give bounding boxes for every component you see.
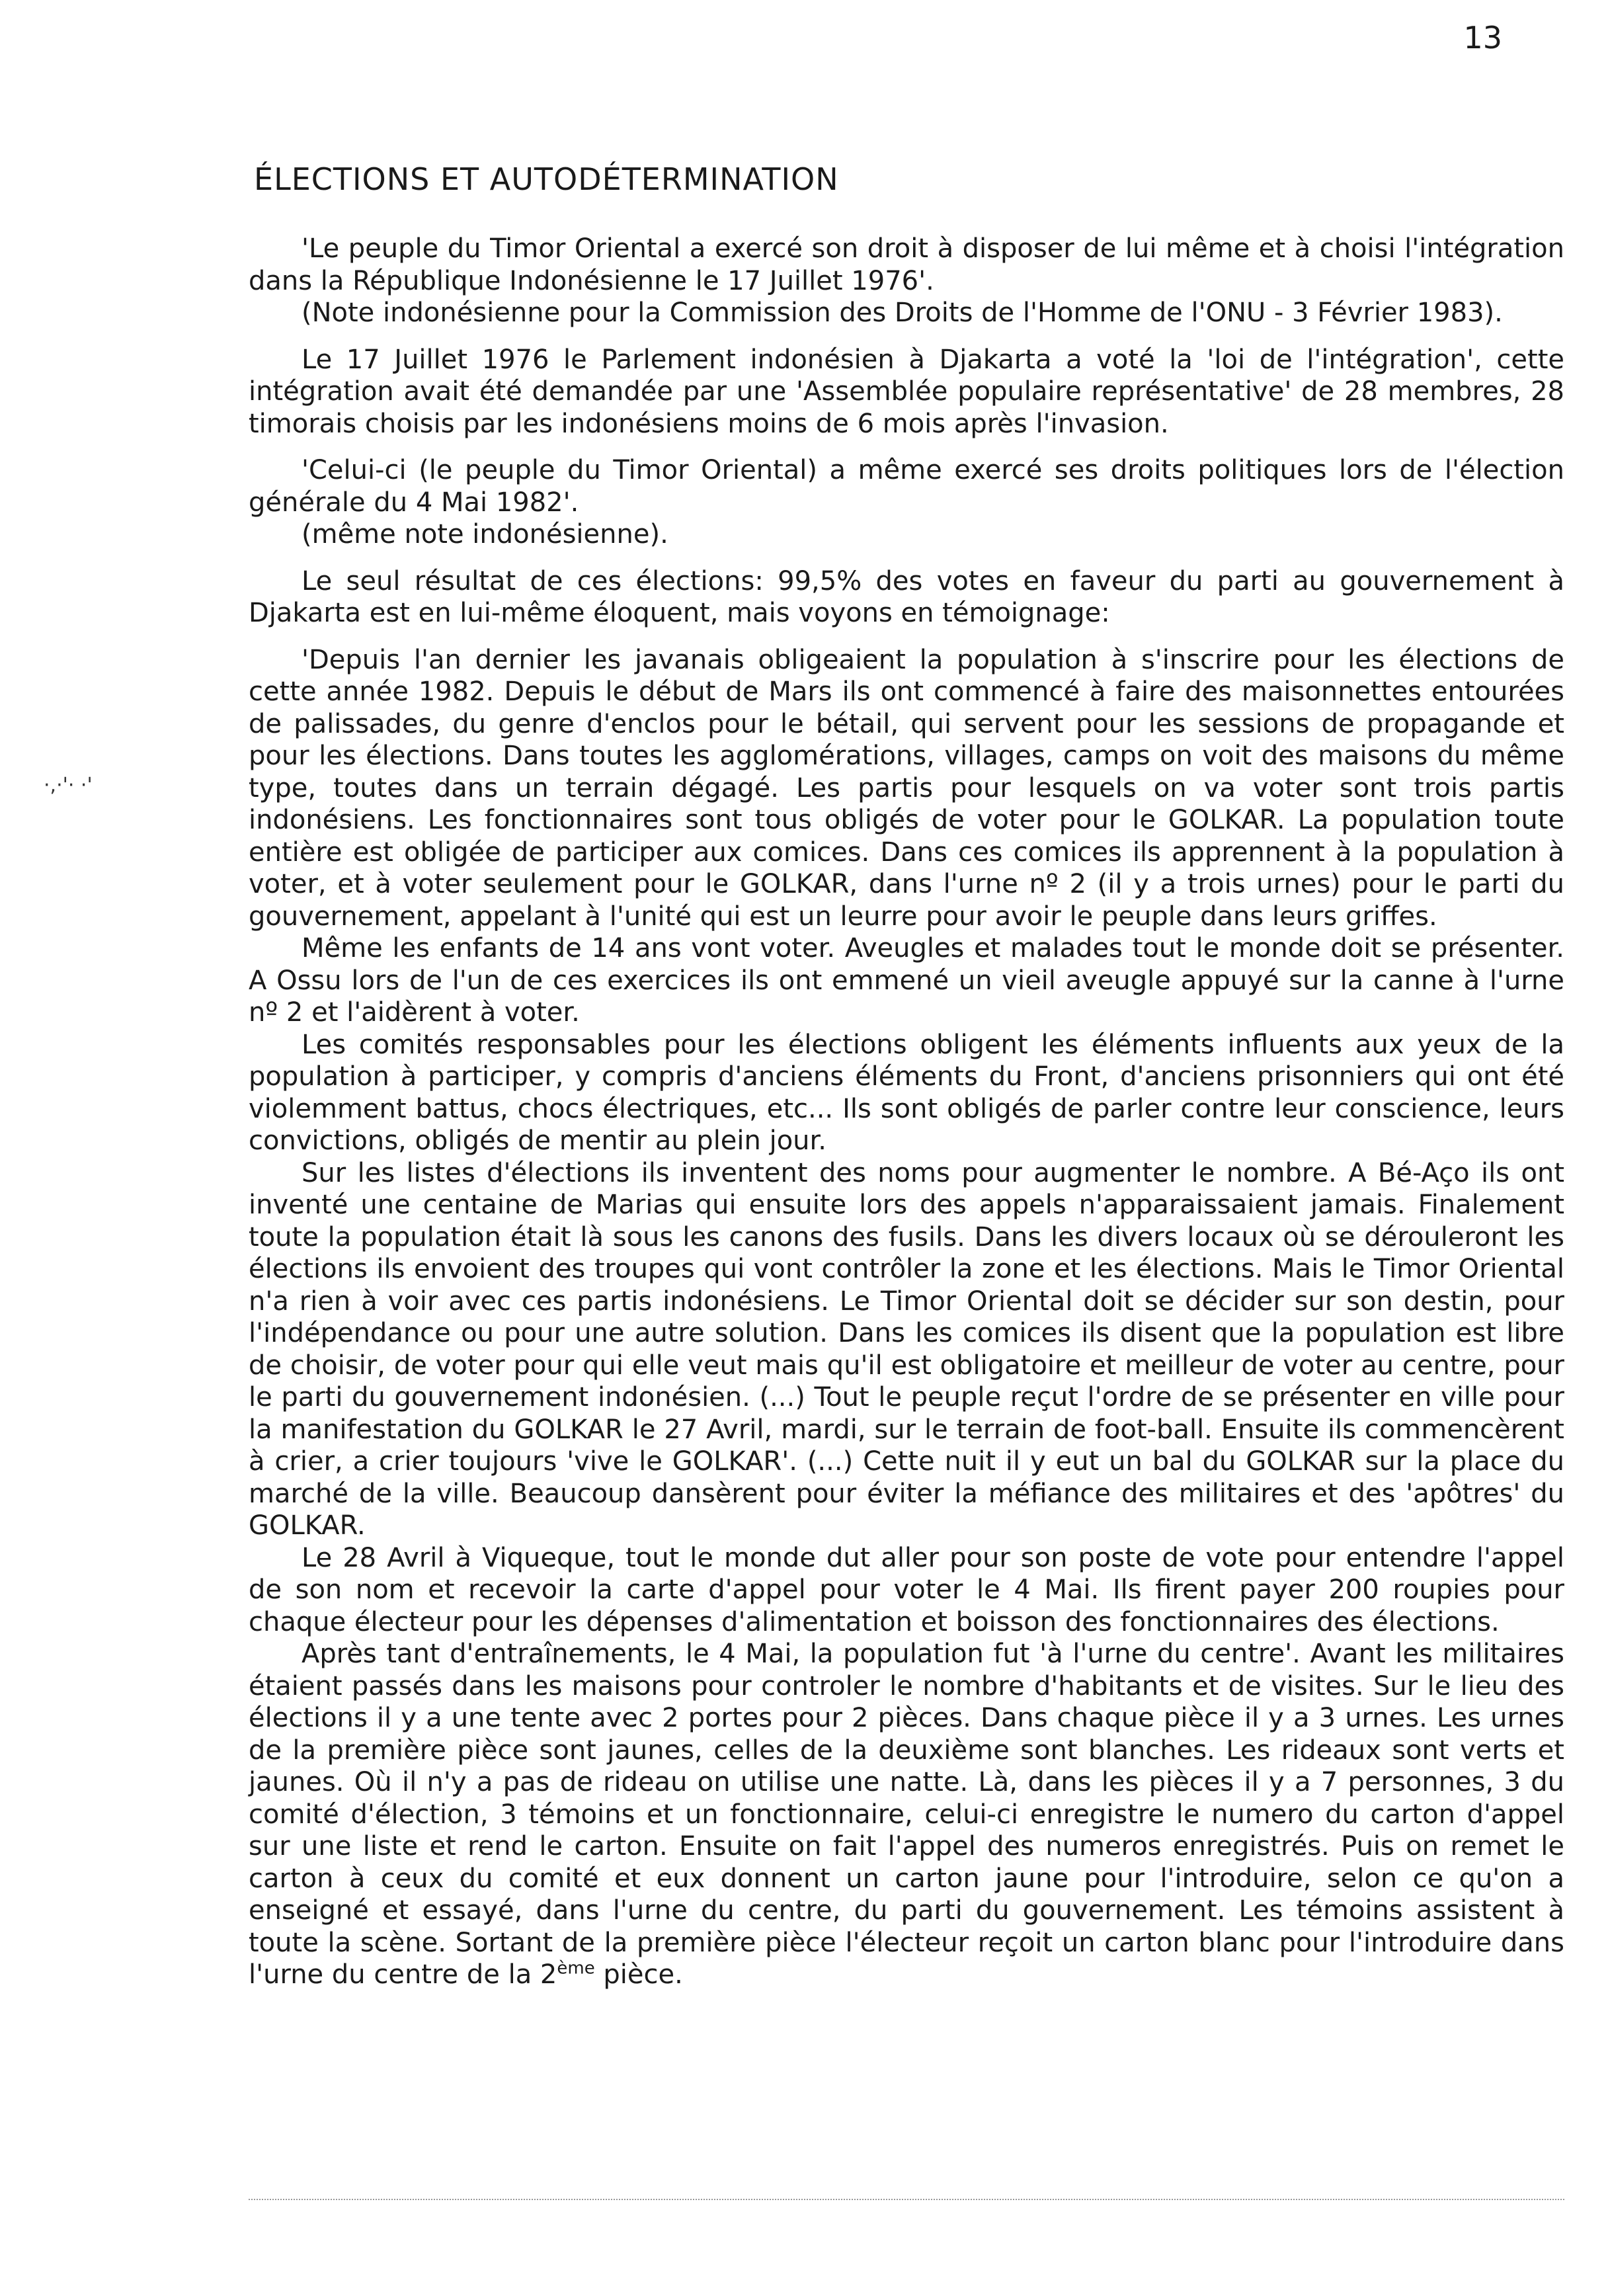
superscript: ème	[557, 1958, 595, 1979]
paragraph-text: Le 28 Avril à Viqueque, tout le monde dut aller pour son poste de vote pour entendre l'appel de son nom et recevoir la carte d'appel pour voter le 4 Mai. Ils firent payer 200 roupies pour chaque électeur pour les dépenses d'alimentation et boisson des fonctionnaires des élections.	[249, 1542, 1564, 1637]
paragraph	[249, 454, 1564, 518]
document-body	[249, 233, 1564, 1991]
paragraph	[249, 297, 1564, 329]
paragraph	[249, 932, 1564, 1029]
paragraph-text: Les comités responsables pour les élections obligent les éléments influents aux yeux de la population à participer, y compris d'anciens éléments du Front, d'anciens prisonniers qui ont été violemment battus, chocs électriques, etc... Ils sont obligés de parler contre leur conscience, leurs convictions, obligés de mentir au plein jour.	[249, 1029, 1564, 1156]
paragraph	[249, 1542, 1564, 1639]
paragraph-text: (même note indonésienne).	[302, 519, 668, 550]
paragraph	[249, 233, 1564, 297]
page-title: ÉLECTIONS ET AUTODÉTERMINATION	[254, 161, 839, 197]
paragraph-text: 'Le peuple du Timor Oriental a exercé son droit à disposer de lui même et à choisi l'intégration dans la République Indonésienne le 17 Juillet 1976'.	[249, 233, 1564, 296]
paragraph	[249, 1029, 1564, 1157]
bottom-dotted-rule	[249, 2199, 1564, 2200]
paragraph-text: 'Depuis l'an dernier les javanais obligeaient la population à s'inscrire pour les élections de cette année 1982. Depuis le début de Mars ils ont commencé à faire des maisonnettes entourées de palissades, du genre d'enclos pour le bétail, qui servent pour les sessions de propagande et pour les élections. Dans toutes les agglomérations, villages, camps on voit des maisons du même type, toutes dans un terrain dégagé. Les partis pour lesquels on va voter sont trois partis indonésiens. Les fonctionnaires sont tous obligés de voter pour le GOLKAR. La population toute entière est obligée de participer aux comices. Dans ces comices ils apprennent à la population à voter, et à voter seulement pour le GOLKAR, dans l'urne nº 2 (il y a trois urnes) pour le parti du gouvernement, appelant à l'unité qui est un leurre pour avoir le peuple dans leurs griffes.	[249, 644, 1564, 932]
paragraph	[249, 644, 1564, 933]
paragraph	[249, 518, 1564, 551]
margin-annotation: ·,·'· ·'	[44, 774, 93, 797]
paragraph-text: Le 17 Juillet 1976 le Parlement indonésien à Djakarta a voté la 'loi de l'intégration', cette intégration avait été demandée par une 'Assemblée populaire représentative' de 28 membres, 28 timorais choisis par les indonésiens moins de 6 mois après l'invasion.	[249, 344, 1564, 439]
paragraph-text: Après tant d'entraînements, le 4 Mai, la population fut 'à l'urne du centre'. Avant les militaires étaient passés dans les maisons pour controler le nombre d'habitants et de visites. Sur le lieu des élections il y a une tente avec 2 portes pour 2 pièces. Dans chaque pièce il y a 3 urnes. Les urnes de la première pièce sont jaunes, celles de la deuxième sont blanches. Les rideaux sont verts et jaunes. Où il n'y a pas de rideau on utilise une natte. Là, dans les pièces il y a 7 personnes, 3 du comité d'élection, 3 témoins et un fonctionnaire, celui-ci enregistre le numero du carton d'appel sur une liste et rend le carton. Ensuite on fait l'appel des numeros enregistrés. Puis on remet le carton à ceux du comité et eux donnent un carton jaune pour l'introduire, selon ce qu'on a enseigné et essayé, dans l'urne du centre, du parti du gouvernement. Les témoins assistent à toute la scène. Sortant de la première pièce l'électeur reçoit un carton blanc pour l'introduire dans l'urne du centre de la 2	[249, 1639, 1564, 1990]
paragraph	[249, 1638, 1564, 1991]
paragraph-tail: pièce.	[594, 1959, 683, 1990]
paragraph	[249, 1157, 1564, 1542]
paragraph	[249, 344, 1564, 440]
paragraph	[249, 565, 1564, 630]
paragraph-text: Même les enfants de 14 ans vont voter. Aveugles et malades tout le monde doit se présenter. A Ossu lors de l'un de ces exercices ils ont emmené un vieil aveugle appuyé sur la canne à l'urne nº 2 et l'aidèrent à voter.	[249, 933, 1564, 1028]
paragraph-text: 'Celui-ci (le peuple du Timor Oriental) a même exercé ses droits politiques lors de l'élection générale du 4 Mai 1982'.	[249, 455, 1564, 518]
paragraph-text: (Note indonésienne pour la Commission des Droits de l'Homme de l'ONU - 3 Février 1983).	[302, 298, 1503, 328]
page-number: 13	[1463, 20, 1502, 56]
paragraph-text: Le seul résultat de ces élections: 99,5% des votes en faveur du parti au gouvernement à Djakarta est en lui-même éloquent, mais voyons en témoignage:	[249, 565, 1564, 628]
paragraph-text: Sur les listes d'élections ils inventent des noms pour augmenter le nombre. A Bé-Aço ils ont inventé une centaine de Marias qui ensuite lors des appels n'apparaissaient jamais. Finalement toute la population était là sous les canons des fusils. Dans les divers locaux où se dérouleront les élections ils envoient des troupes qui vont contrôler la zone et les élections. Mais le Timor Oriental n'a rien à voir avec ces partis indonésiens. Le Timor Oriental doit se décider sur son destin, pour l'indépendance ou pour une autre solution. Dans les comices ils disent que la population est libre de choisir, de voter pour qui elle veut mais qu'il est obligatoire et meilleur de voter au centre, pour le parti du gouvernement indonésien. (...) Tout le peuple reçut l'ordre de se présenter en ville pour la manifestation du GOLKAR le 27 Avril, mardi, sur le terrain de foot-ball. Ensuite ils commencèrent à crier, a crier toujours 'vive le GOLKAR'. (...) Cette nuit il y eut un bal du GOLKAR sur la place du marché de la ville. Beaucoup dansèrent pour éviter la méfiance des militaires et des 'apôtres' du GOLKAR.	[249, 1157, 1564, 1541]
